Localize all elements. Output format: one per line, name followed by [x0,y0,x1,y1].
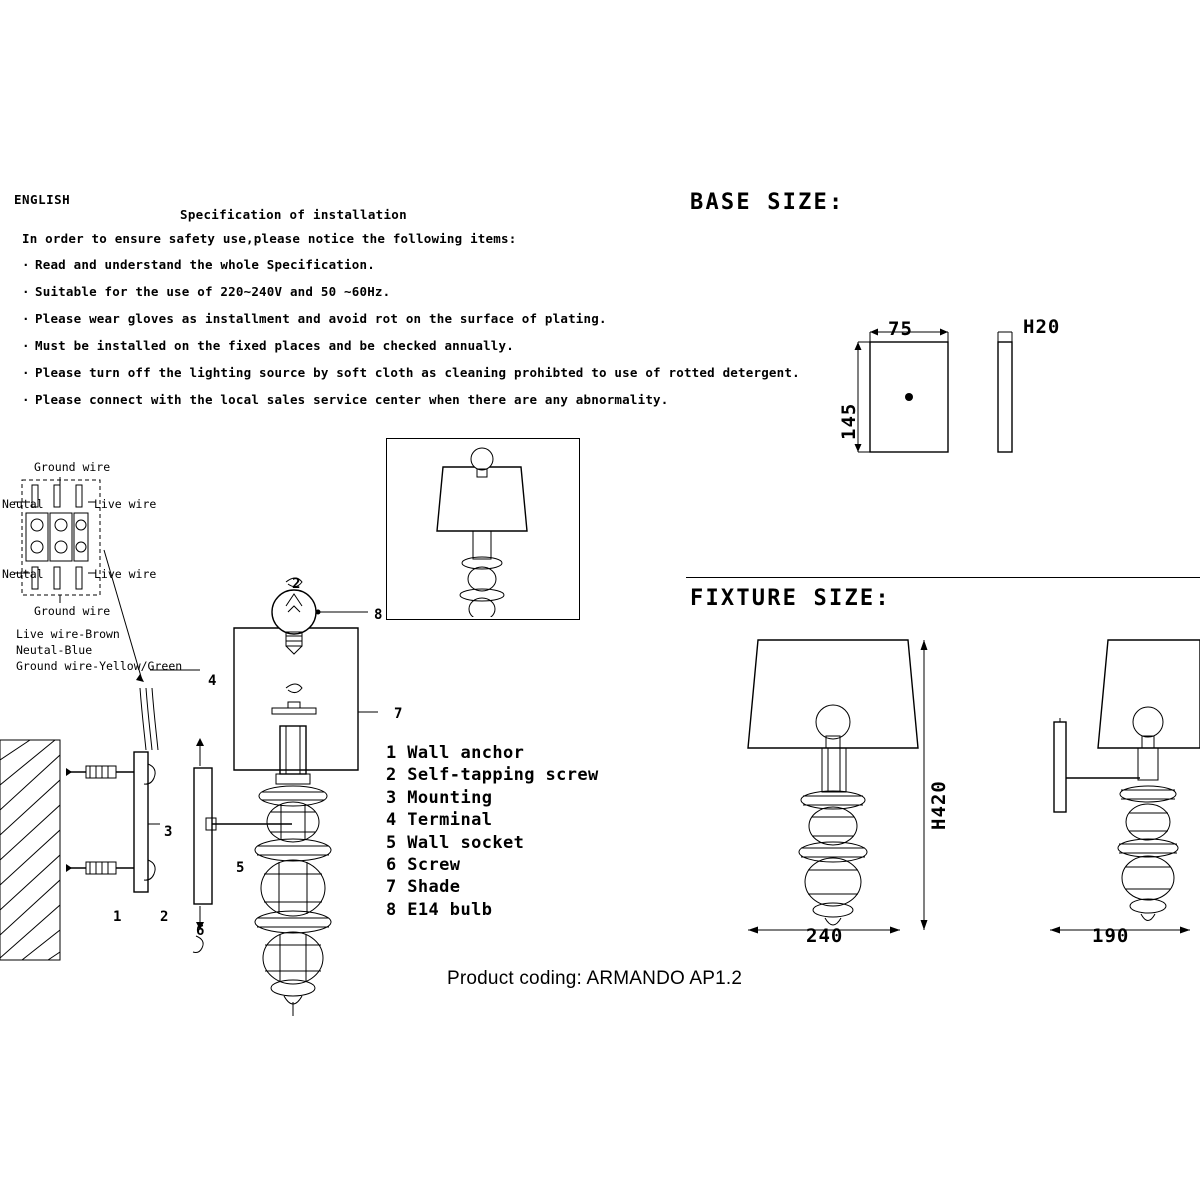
callout-1: 1 [113,909,122,925]
spec-item: · Suitable for the use of 220~240V and 50 ~60Hz. [22,284,391,299]
section-divider [686,577,1200,578]
callout-8: 8 [374,607,383,623]
exploded-assembly-diagram [0,430,420,1050]
wire-label-neutral-bottom: Neutal [2,567,44,581]
parts-list-item: 1 Wall anchor [386,743,525,763]
wire-label-ground-bottom: Ground wire [34,604,111,618]
parts-list [386,742,599,921]
callout-2-bottom: 2 [160,909,169,925]
language-label: ENGLISH [14,192,71,207]
parts-list-item: 7 Shade [386,877,461,898]
wire-label-live-bottom: Live wire [94,567,157,581]
fixture-side-elevation [1040,630,1200,940]
wire-label-live-top: Live wire [94,497,157,511]
bullet-icon: · [22,338,30,353]
specification-intro: In order to ensure safety use,please notice the following items: [22,231,517,246]
base-width-dimension: 75 [888,318,913,340]
finished-product-preview [386,438,580,620]
parts-list-item: 5 Wall socket [386,832,525,853]
spec-item: · Please turn off the lighting source by soft cloth as cleaning prohibted to use of rotted detergent. [22,365,800,380]
spec-item: · Read and understand the whole Specification. [22,257,375,272]
bullet-icon: · [22,392,30,407]
parts-list-item: 2 Self-tapping screw [386,765,599,786]
parts-list-item: 6 Screw [386,855,461,876]
fixture-height-dimension: H420 [928,780,950,830]
bullet-icon: · [22,284,30,299]
parts-list-item: 3 Mounting [386,787,493,808]
fixture-side-width: 190 [1092,925,1130,947]
callout-3: 3 [164,824,173,840]
parts-list-item: 4 Terminal [386,810,493,831]
legend-neutral: Neutal-Blue [16,643,93,657]
fixture-size-heading: FIXTURE SIZE: [690,586,891,611]
legend-live: Live wire-Brown [16,627,120,641]
spec-item: · Must be installed on the fixed places and be checked annually. [22,338,514,353]
base-height-dimension: 145 [838,402,860,440]
base-size-heading: BASE SIZE: [690,190,845,215]
wire-label-ground-top: Ground wire [34,460,111,474]
specification-title: Specification of installation [180,207,407,222]
parts-list-item: 8 E14 bulb [386,899,493,920]
bullet-icon: · [22,311,30,326]
callout-7: 7 [394,706,403,722]
wire-label-neutral-top: Neutal [2,497,44,511]
fixture-front-width: 240 [806,925,844,947]
callout-4: 4 [208,673,217,689]
base-depth-dimension: H20 [1023,316,1061,338]
bullet-icon: · [22,365,30,380]
callout-6: 6 [196,923,205,939]
spec-item: · Please connect with the local sales service center when there are any abnormality. [22,392,669,407]
bullet-icon: · [22,257,30,272]
product-coding: Product coding: ARMANDO AP1.2 [447,968,743,989]
callout-2-top: 2 [292,576,301,592]
legend-ground: Ground wire-Yellow/Green [16,659,183,673]
callout-5: 5 [236,860,245,876]
spec-item: · Please wear gloves as installment and avoid rot on the surface of plating. [22,311,607,326]
base-size-drawing [820,320,1200,480]
